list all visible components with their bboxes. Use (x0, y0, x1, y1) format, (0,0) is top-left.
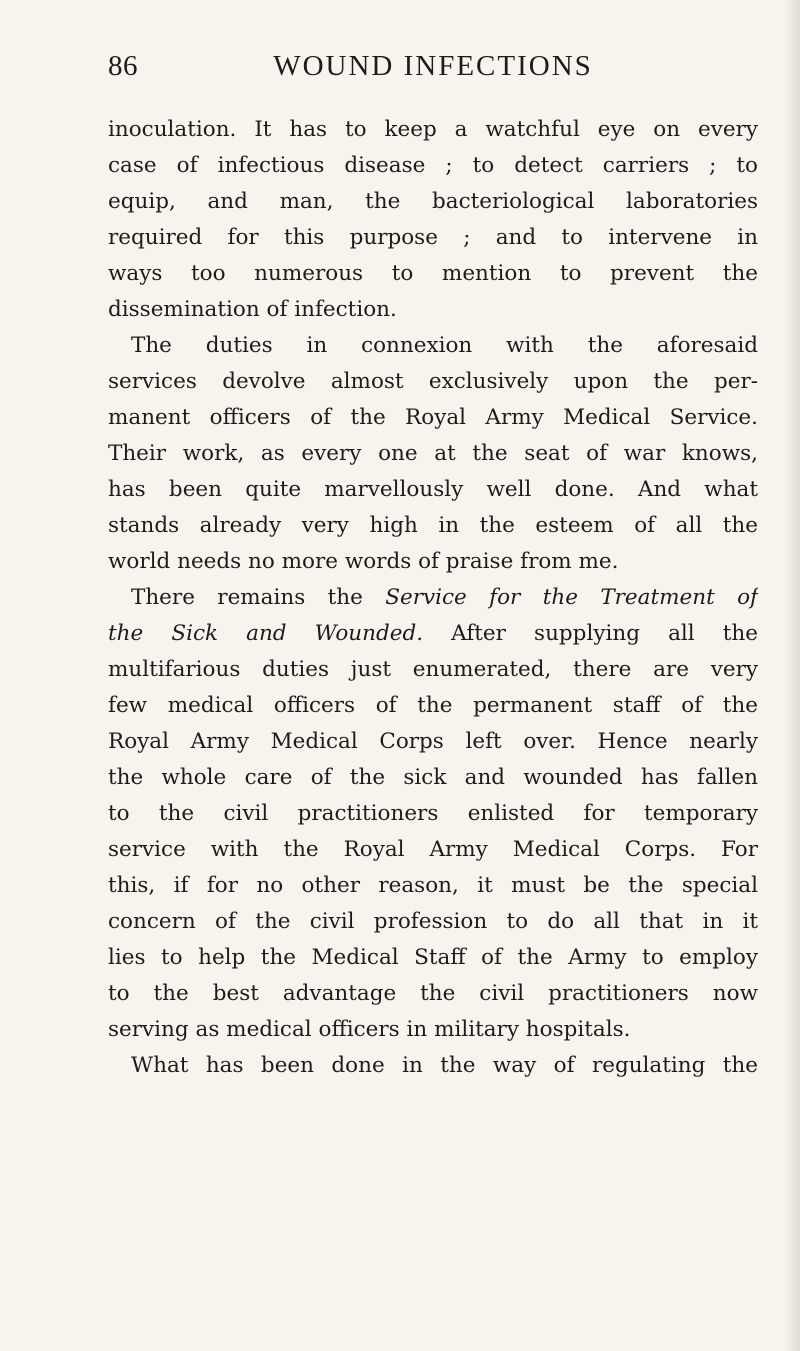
text-line (108, 580, 758, 616)
text-segment: There remains the (131, 585, 386, 610)
text-line: to the civil practitioners enlisted for temporary (108, 801, 758, 826)
body-text (108, 112, 758, 1084)
italic-text-segment: Service for the Treatment of (385, 585, 758, 610)
text-line: required for this purpose ; and to intervene in (108, 225, 758, 250)
text-line: concern of the civil profession to do all that in it (108, 909, 758, 934)
italic-text-segment: the Sick and Wounded. (108, 621, 424, 646)
text-line: multifarious duties just enumerated, there are very (108, 657, 758, 682)
text-line: dissemination of infection. (108, 297, 397, 322)
text-line: The duties in connexion with the aforesaid (131, 333, 758, 358)
text-line: stands already very high in the esteem of all the (108, 513, 758, 538)
page-number: 86 (108, 50, 138, 82)
text-line: serving as medical officers in military hospitals. (108, 1017, 631, 1042)
text-line: to the best advantage the civil practitioners now (108, 981, 758, 1006)
text-line: case of infectious disease ; to detect carriers ; to (108, 153, 758, 178)
text-line: this, if for no other reason, it must be the special (108, 873, 758, 898)
text-segment: After supplying all the (423, 621, 758, 646)
page-header (108, 50, 758, 86)
text-line: has been quite marvellously well done. And what (108, 477, 758, 502)
text-line: service with the Royal Army Medical Corps. For (108, 837, 758, 862)
running-title: WOUND INFECTIONS (273, 50, 593, 82)
text-line: ways too numerous to mention to prevent the (108, 261, 758, 286)
text-line: What has been done in the way of regulating the (131, 1053, 758, 1078)
text-line: the whole care of the sick and wounded has fallen (108, 765, 758, 790)
text-line: few medical officers of the permanent staff of the (108, 693, 758, 718)
text-line: Their work, as every one at the seat of war knows, (108, 441, 758, 466)
text-line: inoculation. It has to keep a watchful eye on every (108, 117, 758, 142)
text-line (108, 616, 758, 652)
text-line: world needs no more words of praise from me. (108, 549, 619, 574)
text-line: services devolve almost exclusively upon the per- (108, 369, 758, 394)
text-line: lies to help the Medical Staff of the Army to employ (108, 945, 758, 970)
text-line: Royal Army Medical Corps left over. Hence nearly (108, 729, 758, 754)
text-line: equip, and man, the bacteriological laboratories (108, 189, 758, 214)
text-line: manent officers of the Royal Army Medical Service. (108, 405, 758, 430)
page-edge-shadow (784, 0, 800, 1351)
